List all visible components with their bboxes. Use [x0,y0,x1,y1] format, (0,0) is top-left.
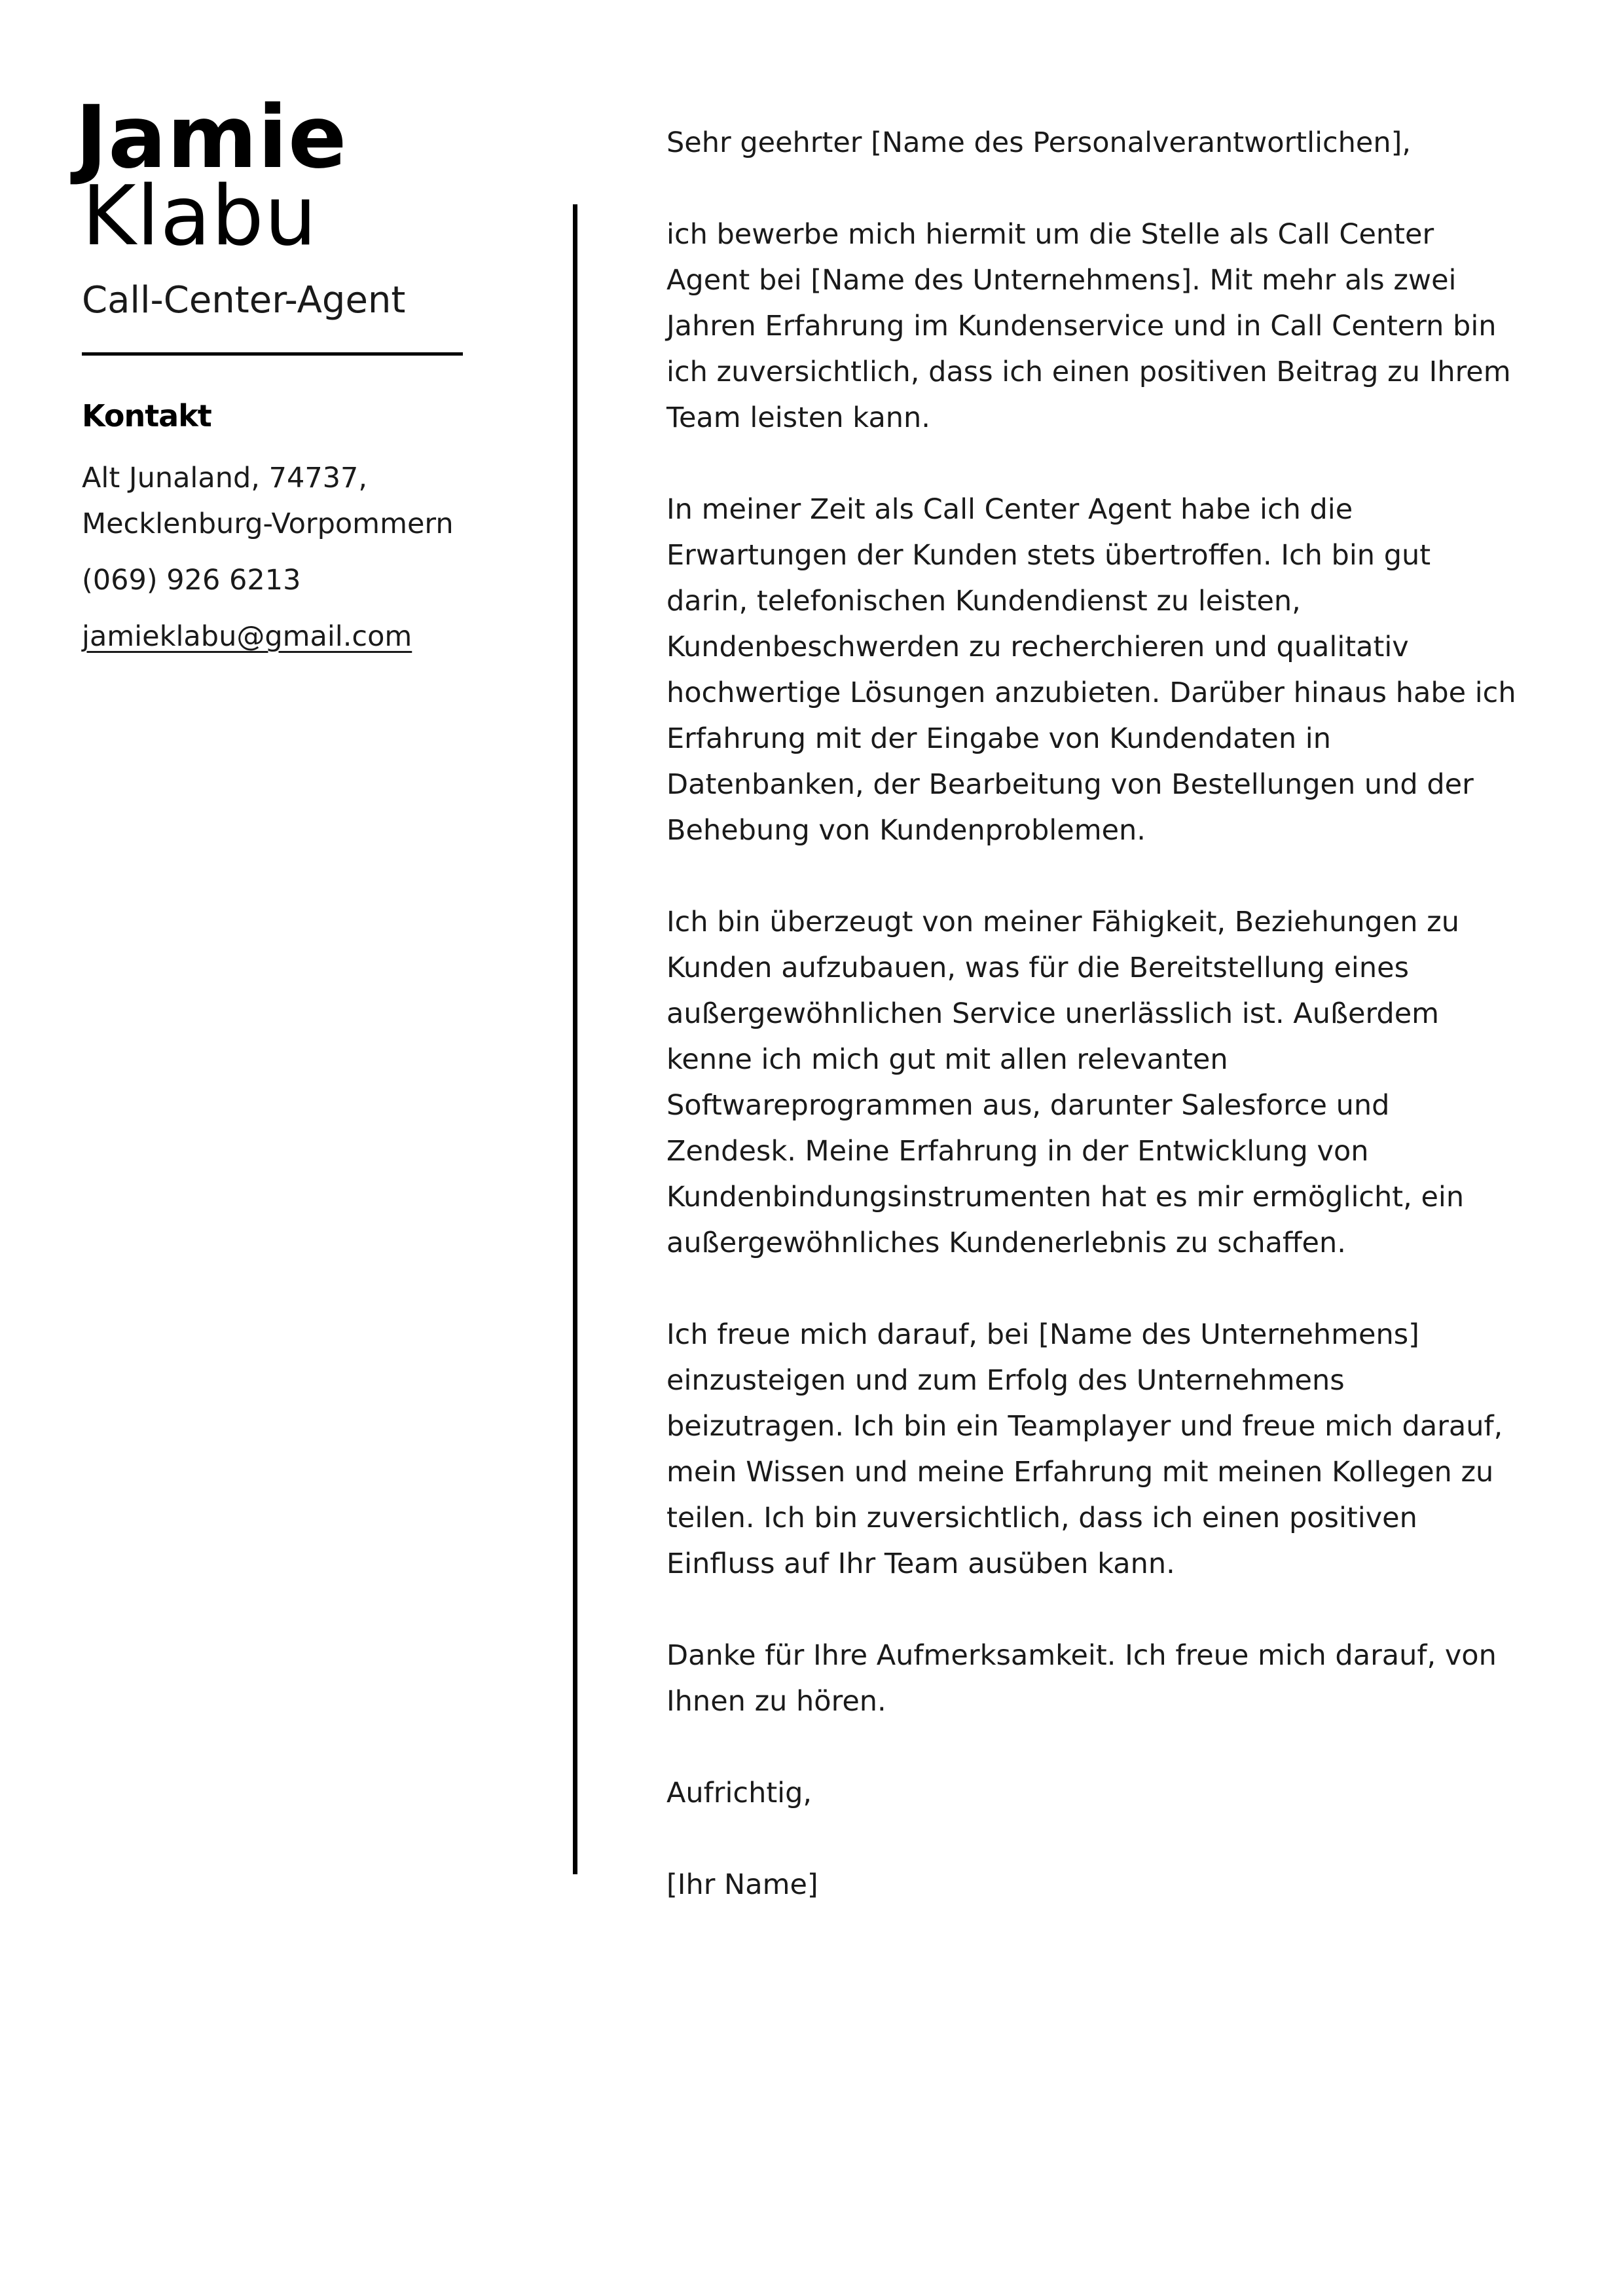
contact-phone: (069) 926 6213 [82,564,301,597]
salutation: Sehr geehrter [Name des Personalverantwortlichen], [666,126,1412,159]
candidate-name [75,87,488,264]
sidebar [75,87,488,659]
letter-paragraph: ich bewerbe mich hiermit um die Stelle als Call Center Agent bei [Name des Unternehmens]. Mit mehr als zwei Jahren Erfahrung im Kundenservice und in Call Centern bin ich zuversichtlich, dass ich einen positiven Beitrag zu Ihrem Team leisten kann. [666,218,1511,434]
letter-paragraph: Danke für Ihre Aufmerksamkeit. Ich freue mich darauf, von Ihnen zu hören. [666,1639,1497,1718]
contact-heading: Kontakt [82,398,211,434]
letter-paragraph: Ich bin überzeugt von meiner Fähigkeit, Beziehungen zu Kunden aufzubauen, was für die Bereitstellung eines außergewöhnlichen Service unerlässlich ist. Außerdem kenne ich mich gut mit allen relevanten Softwareprogrammen aus, darunter Salesforce und Zendesk. Meine Erfahrung in der Entwicklung von Kundenbindungsinstrumenten hat es mir ermöglicht, ein außergewöhnliches Kundenerlebnis zu schaffen. [666,906,1465,1259]
first-name: Jamie [75,87,348,188]
closing: Aufrichtig, [666,1777,812,1809]
contact-email-link[interactable]: jamieklabu@gmail.com [82,620,412,653]
letter-paragraph: In meiner Zeit als Call Center Agent habe ich die Erwartungen der Kunden stets übertroffen. Ich bin gut darin, telefonischen Kundendienst zu leisten, Kundenbeschwerden zu recherchieren und qualitativ hochwertige Lösungen anzubieten. Darüber hinaus habe ich Erfahrung mit der Eingabe von Kundendaten in Datenbanken, der Bearbeitung von Bestellungen und der Behebung von Kundenproblemen. [666,493,1516,847]
vertical-divider [573,204,577,1874]
letter-paragraph: Ich freue mich darauf, bei [Name des Unternehmens] einzusteigen und zum Erfolg des Unternehmens beizutragen. Ich bin ein Teamplayer und freue mich darauf, mein Wissen und meine Erfahrung mit meinen Kollegen zu teilen. Ich bin zuversichtlich, dass ich einen positiven Einfluss auf Ihr Team ausüben kann. [666,1318,1503,1580]
address-line-1: Alt Junaland, 74737, [82,462,368,494]
contact-address [82,455,488,547]
letter-body [666,120,1518,1908]
last-name: Klabu [82,168,318,264]
job-title: Call-Center-Agent [82,279,406,322]
signature: [Ihr Name] [666,1868,818,1901]
title-divider [82,352,463,356]
address-line-2: Mecklenburg-Vorpommern [82,508,454,540]
